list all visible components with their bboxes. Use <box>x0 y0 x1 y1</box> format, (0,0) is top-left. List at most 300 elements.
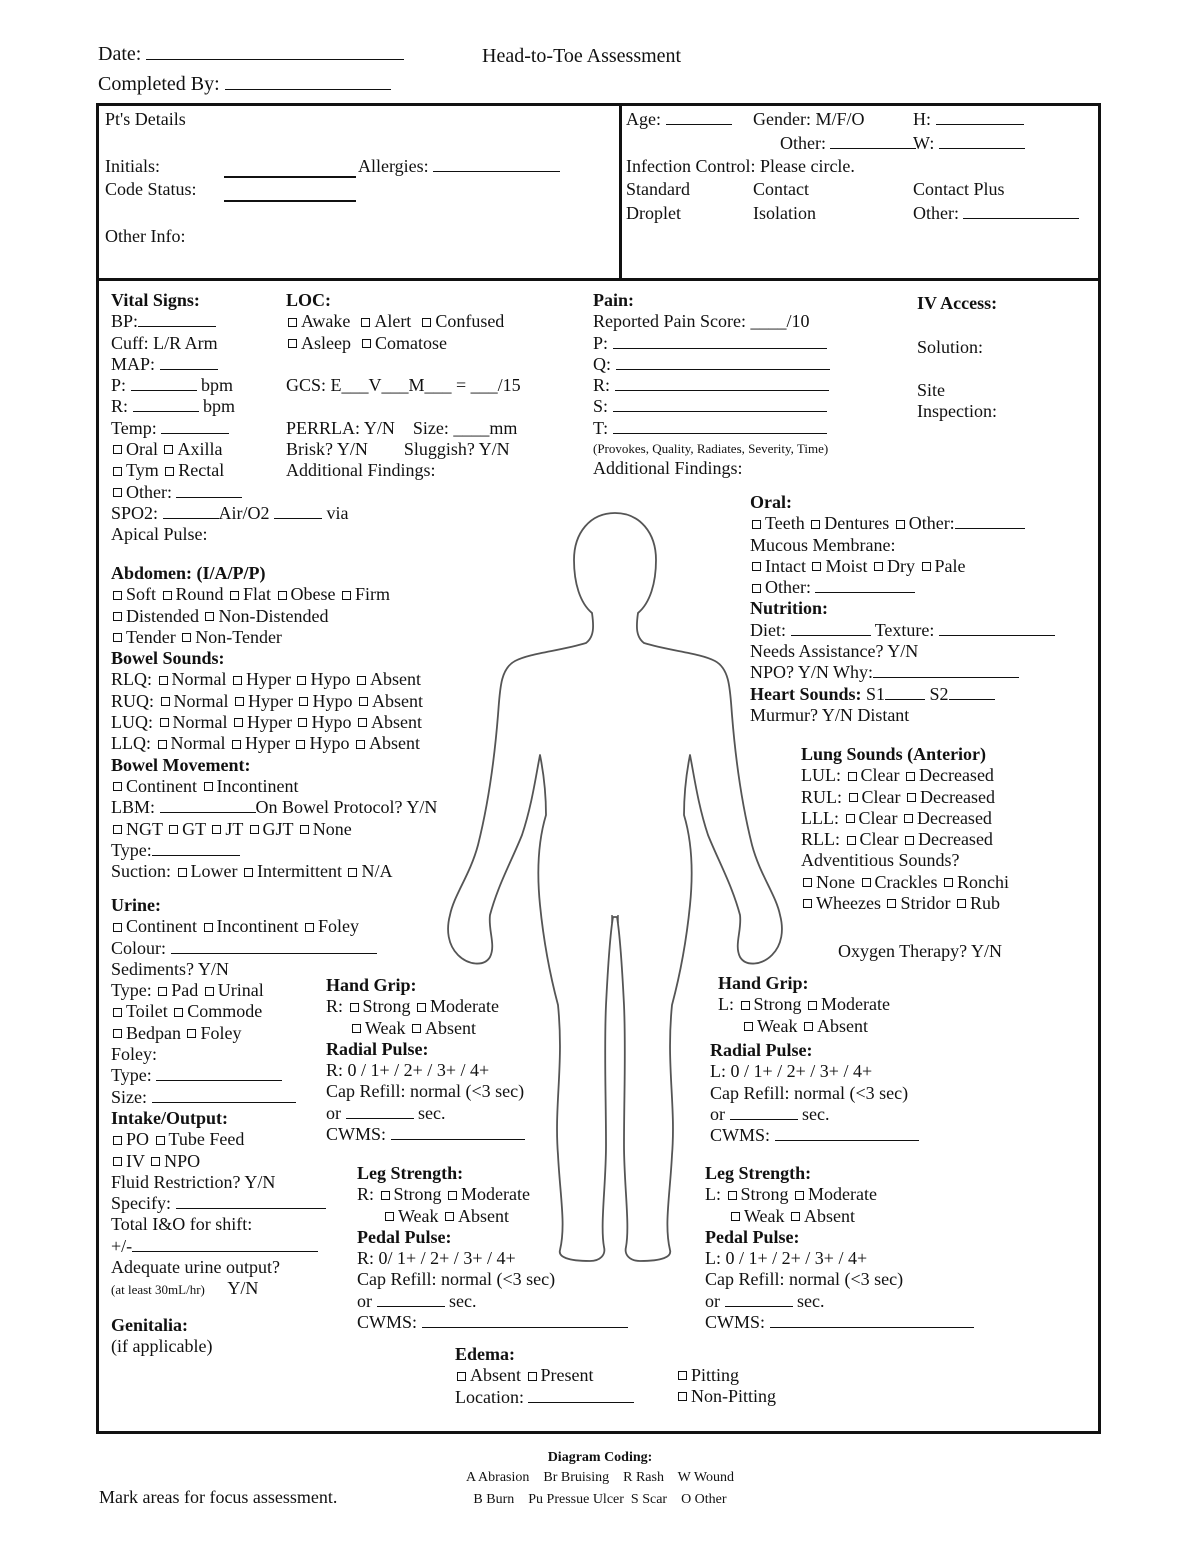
right-leg-cap-refill[interactable]: Cap Refill: normal (<3 sec) <box>357 1269 556 1290</box>
tube-type-line[interactable] <box>152 854 240 856</box>
specify-label: Specify: <box>111 1193 171 1214</box>
l-leg-absent-checkbox[interactable] <box>791 1212 800 1221</box>
lung-row-lll: LLL: Clear Decreased <box>801 807 992 828</box>
pad-checkbox[interactable] <box>158 987 167 996</box>
teeth-checkbox[interactable] <box>752 520 761 529</box>
right-pedal-scale[interactable]: R: 0/ 1+ / 2+ / 3+ / 4+ <box>357 1248 516 1269</box>
via-label: via <box>326 502 349 523</box>
lbm-line[interactable] <box>160 811 256 813</box>
temp-other-line[interactable] <box>176 496 242 498</box>
pulse-line[interactable] <box>131 389 197 391</box>
lung-row-rul: RUL: Clear Decreased <box>801 786 995 807</box>
diet-label: Diet: <box>750 619 786 640</box>
l-leg-moderate-checkbox[interactable] <box>795 1191 804 1200</box>
awake-label: Awake <box>301 311 351 332</box>
pupil-size-field[interactable]: Size: ____mm <box>412 417 518 438</box>
diagram-coding-title: Diagram Coding: <box>547 1450 653 1465</box>
lul-clear-checkbox[interactable] <box>848 772 857 781</box>
luq-hyper-checkbox[interactable] <box>234 718 243 727</box>
ruq-hyper-checkbox[interactable] <box>235 697 244 706</box>
comatose-checkbox[interactable] <box>362 339 371 348</box>
iv-inspection-label: Inspection: <box>917 401 997 421</box>
adequate-yn-field[interactable]: Y/N <box>227 1278 259 1299</box>
bowel-row-rlq: RLQ: Normal Hyper Hypo Absent <box>111 669 421 690</box>
asleep-checkbox[interactable] <box>288 339 297 348</box>
right-leg-strength-title: Leg Strength: <box>357 1163 464 1183</box>
rub-checkbox[interactable] <box>957 899 966 908</box>
iv-site-label: Site <box>917 380 946 400</box>
suction-na-checkbox[interactable] <box>348 868 357 877</box>
r-leg-weak-checkbox[interactable] <box>385 1212 394 1221</box>
non-distended-checkbox[interactable] <box>205 612 214 621</box>
left-pedal-title: Pedal Pulse: <box>705 1226 800 1247</box>
gcs-field[interactable]: GCS: E___V___M___ = ___/15 <box>286 375 521 396</box>
foley-size-label: Size: <box>111 1086 147 1107</box>
lung-row-lul: LUL: Clear Decreased <box>801 765 994 786</box>
gender-label: Gender: M/F/O <box>753 109 865 129</box>
infection-control-label: Infection Control: Please circle. <box>626 156 855 176</box>
flat-checkbox[interactable] <box>230 591 239 600</box>
lung-row-rll: RLL: Clear Decreased <box>801 829 993 850</box>
pqrst-legend: (Provokes, Quality, Radiates, Severity, Time) <box>593 441 829 457</box>
edema-location-label: Location: <box>455 1386 524 1407</box>
distended-checkbox[interactable] <box>113 612 122 621</box>
bowel-row-llq: LLQ: Normal Hyper Hypo Absent <box>111 733 420 754</box>
axilla-label: Axilla <box>177 439 223 460</box>
rlq-normal-checkbox[interactable] <box>159 676 168 685</box>
po-checkbox[interactable] <box>113 1136 122 1145</box>
body-outline-diagram[interactable] <box>440 505 790 1265</box>
infection-other-label: Other: <box>913 203 1079 224</box>
mucous-other-line[interactable] <box>815 591 915 593</box>
intact-checkbox[interactable] <box>752 562 761 571</box>
llq-hyper-checkbox[interactable] <box>232 740 241 749</box>
pain-t-line[interactable] <box>613 432 827 434</box>
tube-none-checkbox[interactable] <box>300 825 309 834</box>
right-leg-cap-sec-line[interactable] <box>377 1305 445 1307</box>
confused-label: Confused <box>435 311 505 332</box>
right-hand-section: Hand Grip: R: Strong Moderate Weak Absent Radial Pulse: R: 0 / 1+ / 2+ / 3+ / 4+ Cap Refill: normal (<3 sec) or sec. CWMS: <box>326 975 525 1145</box>
dry-checkbox[interactable] <box>874 562 883 571</box>
pain-s-label: S: <box>593 396 609 417</box>
age-line[interactable] <box>666 123 732 125</box>
ruq-hypo-checkbox[interactable] <box>299 697 308 706</box>
genitalia-title: Genitalia: <box>111 1315 188 1335</box>
wheezes-checkbox[interactable] <box>803 899 812 908</box>
right-leg-cwms-line[interactable] <box>422 1326 628 1328</box>
nutrition-title: Nutrition: <box>750 598 828 619</box>
rlq-hyper-checkbox[interactable] <box>233 676 242 685</box>
gjt-checkbox[interactable] <box>250 825 259 834</box>
resp-line[interactable] <box>133 410 199 412</box>
bowel-row-ruq: RUQ: Normal Hyper Hypo Absent <box>111 690 423 711</box>
foley2-checkbox[interactable] <box>187 1029 196 1038</box>
gt-checkbox[interactable] <box>169 825 178 834</box>
r-grip-moderate-checkbox[interactable] <box>417 1003 426 1012</box>
left-cap-sec-line[interactable] <box>730 1118 798 1120</box>
pain-q-label: Q: <box>593 353 611 374</box>
pulse-label: P: <box>111 375 127 396</box>
left-leg-section: Leg Strength: L: Strong Moderate Weak Absent Pedal Pulse: L: 0 / 1+ / 2+ / 3+ / 4+ Cap Refill: normal (<3 sec) or sec. CWMS: <box>705 1163 974 1333</box>
l-grip-moderate-checkbox[interactable] <box>808 1001 817 1010</box>
lll-clear-checkbox[interactable] <box>846 814 855 823</box>
edema-location-line[interactable] <box>528 1401 634 1403</box>
obese-label: Obese <box>290 584 336 605</box>
pain-r-label: R: <box>593 375 611 396</box>
pale-checkbox[interactable] <box>922 562 931 571</box>
right-leg-section: Leg Strength: R: Strong Moderate Weak Absent Pedal Pulse: R: 0/ 1+ / 2+ / 3+ / 4+ Cap Refill: normal (<3 sec) or sec. CWMS: <box>357 1163 628 1333</box>
resp-label: R: <box>111 396 129 417</box>
s2-line[interactable] <box>949 698 995 700</box>
bm-incontinent-checkbox[interactable] <box>204 782 213 791</box>
oxygen-therapy-field[interactable]: Oxygen Therapy? Y/N <box>838 941 1002 961</box>
rectal-checkbox[interactable] <box>165 467 174 476</box>
bowel-movement-title: Bowel Movement: <box>111 754 251 775</box>
non-pitting-checkbox[interactable] <box>678 1392 687 1401</box>
diagram-coding-line1: A Abrasion Br Bruising R Rash W Wound <box>465 1470 734 1485</box>
spo2-label: SPO2: <box>111 502 159 523</box>
pain-p-label: P: <box>593 332 609 353</box>
luq-hypo-checkbox[interactable] <box>298 718 307 727</box>
colour-line[interactable] <box>171 952 377 954</box>
adventitious-label: Adventitious Sounds? <box>801 850 960 871</box>
apical-pulse-label: Apical Pulse: <box>111 524 208 545</box>
l-leg-weak-checkbox[interactable] <box>731 1212 740 1221</box>
adv-none-checkbox[interactable] <box>803 878 812 887</box>
left-hand-cwms-label: CWMS: <box>710 1125 771 1146</box>
left-pedal-scale[interactable]: L: 0 / 1+ / 2+ / 3+ / 4+ <box>705 1248 868 1269</box>
abdomen-title: Abdomen: (I/A/P/P) <box>111 563 266 583</box>
mucous-other-checkbox[interactable] <box>752 584 761 593</box>
left-leg-cwms-label: CWMS: <box>705 1312 766 1333</box>
npo-why-line[interactable] <box>873 676 1019 678</box>
l-grip-absent-checkbox[interactable] <box>804 1022 813 1031</box>
distended-label: Distended <box>126 605 199 626</box>
left-leg-cap-refill[interactable]: Cap Refill: normal (<3 sec) <box>705 1269 904 1290</box>
gender-other-label: Other: <box>780 133 916 154</box>
l-leg-strong-checkbox[interactable] <box>728 1191 737 1200</box>
l-grip-weak-checkbox[interactable] <box>744 1022 753 1031</box>
weight-line[interactable] <box>939 147 1025 149</box>
pain-r-line[interactable] <box>615 389 829 391</box>
left-leg-cap-sec-line[interactable] <box>725 1305 793 1307</box>
sediments-field[interactable]: Sediments? Y/N <box>111 958 229 979</box>
air-o2-line[interactable] <box>274 517 322 519</box>
sluggish-field[interactable]: Sluggish? Y/N <box>403 439 510 460</box>
luq-absent-checkbox[interactable] <box>358 718 367 727</box>
brisk-field[interactable]: Brisk? Y/N <box>286 439 368 460</box>
gender-other-line[interactable] <box>830 147 916 149</box>
loc-section <box>286 290 521 482</box>
rlq-hypo-checkbox[interactable] <box>297 676 306 685</box>
loc-title: LOC: <box>286 290 331 310</box>
suction-intermittent-checkbox[interactable] <box>244 868 253 877</box>
moist-checkbox[interactable] <box>812 562 821 571</box>
urine-section: Urine: Continent Incontinent Foley Colour: Sediments? Y/N Type: Pad Urinal Toilet Commode Bedpan Foley Foley: Type: Size: Intake/Output: PO Tube Feed IV NPO Fluid Restriction? Y/N Specify: Total I&O for shift: +/- Adequate urine output? (at least 30mL/hr) Y/N <box>111 895 377 1300</box>
npo-checkbox[interactable] <box>151 1157 160 1166</box>
left-leg-cwms-line[interactable] <box>770 1326 974 1328</box>
l-grip-strong-checkbox[interactable] <box>741 1001 750 1010</box>
urine-title: Urine: <box>111 895 161 915</box>
tym-label: Tym <box>126 460 159 481</box>
contact-option[interactable]: Contact <box>753 179 809 199</box>
oral-checkbox[interactable] <box>113 445 122 454</box>
non-distended-label: Non-Distended <box>218 605 329 626</box>
weight-label: W: <box>913 133 1025 154</box>
pain-title: Pain: <box>593 290 635 310</box>
lung-sounds-section: Lung Sounds (Anterior) LUL: Clear Decreased RUL: Clear Decreased LLL: Clear Decreased RLL: Clear Decreased Adventitious Sounds? None Crackles Ronchi Wheezes Stridor Rub <box>801 744 1009 914</box>
completed-by-line[interactable] <box>225 88 391 90</box>
oral-other-checkbox[interactable] <box>896 520 905 529</box>
bp-label: BP: <box>111 311 139 332</box>
date-label: Date: <box>98 44 404 65</box>
tym-checkbox[interactable] <box>113 467 122 476</box>
crackles-checkbox[interactable] <box>862 878 871 887</box>
awake-checkbox[interactable] <box>288 318 297 327</box>
lbm-label: LBM: <box>111 797 156 818</box>
urine-incontinent-checkbox[interactable] <box>204 923 213 932</box>
alert-checkbox[interactable] <box>361 318 370 327</box>
non-pitting-option: Non-Pitting <box>676 1386 776 1407</box>
luq-normal-checkbox[interactable] <box>160 718 169 727</box>
tube-type-label: Type: <box>111 839 152 860</box>
tender-label: Tender <box>126 626 176 647</box>
rll-decreased-checkbox[interactable] <box>905 836 914 845</box>
edema-section: Edema: Absent Present Location: <box>455 1344 634 1408</box>
right-hand-grip-title: Hand Grip: <box>326 975 417 995</box>
right-cap-sec-line[interactable] <box>346 1117 414 1119</box>
rll-clear-checkbox[interactable] <box>847 836 856 845</box>
left-hand-grip-title: Hand Grip: <box>718 973 809 993</box>
left-radial-scale[interactable]: L: 0 / 1+ / 2+ / 3+ / 4+ <box>710 1061 873 1082</box>
patient-box-divider <box>619 105 622 279</box>
axilla-checkbox[interactable] <box>164 445 173 454</box>
edema-absent-checkbox[interactable] <box>457 1372 466 1381</box>
initials-line[interactable] <box>224 176 356 178</box>
initials-label: Initials: <box>105 156 160 176</box>
soft-label: Soft <box>126 584 157 605</box>
commode-checkbox[interactable] <box>174 1008 183 1017</box>
lul-decreased-checkbox[interactable] <box>906 772 915 781</box>
isolation-option[interactable]: Isolation <box>753 203 816 223</box>
pt-details-label: Pt's Details <box>105 109 186 129</box>
pain-s-line[interactable] <box>613 410 827 412</box>
rectal-label: Rectal <box>178 460 225 481</box>
rlq-absent-checkbox[interactable] <box>357 676 366 685</box>
map-label: MAP: <box>111 353 156 374</box>
date-line[interactable] <box>146 58 404 60</box>
foley-type-label: Type: <box>111 1065 152 1086</box>
toilet-checkbox[interactable] <box>113 1008 122 1017</box>
mucous-membrane-label: Mucous Membrane: <box>750 534 896 555</box>
bm-continent-checkbox[interactable] <box>113 782 122 791</box>
completed-by-label: Completed By: <box>98 74 391 95</box>
allergies-line[interactable] <box>433 170 560 172</box>
firm-checkbox[interactable] <box>342 591 351 600</box>
llq-absent-checkbox[interactable] <box>356 740 365 749</box>
pulse-unit: bpm <box>201 375 234 396</box>
suction-lower-checkbox[interactable] <box>178 868 187 877</box>
code-status-line[interactable] <box>224 200 356 202</box>
at-least-note: (at least 30mL/hr) <box>111 1282 205 1298</box>
heart-sounds-title: Heart Sounds: <box>750 683 862 704</box>
llq-hypo-checkbox[interactable] <box>296 740 305 749</box>
flat-label: Flat <box>243 584 272 605</box>
intake-output-title: Intake/Output: <box>111 1107 229 1128</box>
rul-decreased-checkbox[interactable] <box>907 793 916 802</box>
total-io-label: Total I&O for shift: <box>111 1214 253 1235</box>
left-hand-section: Hand Grip: L: Strong Moderate Weak Absent <box>718 973 890 1036</box>
r-grip-strong-checkbox[interactable] <box>350 1003 359 1012</box>
confused-checkbox[interactable] <box>422 318 431 327</box>
height-line[interactable] <box>936 123 1024 125</box>
oral-other-line[interactable] <box>955 527 1025 529</box>
map-line[interactable] <box>160 368 218 370</box>
stridor-checkbox[interactable] <box>887 899 896 908</box>
bp-line[interactable] <box>138 325 216 327</box>
pitting-checkbox[interactable] <box>678 1371 687 1380</box>
temp-label: Temp: <box>111 417 157 438</box>
texture-label: Texture: <box>874 619 935 640</box>
edema-present-checkbox[interactable] <box>528 1372 537 1381</box>
obese-checkbox[interactable] <box>278 591 287 600</box>
air-o2-label: Air/O2 <box>218 502 270 523</box>
infection-other-line[interactable] <box>963 217 1079 219</box>
right-hand-cwms-line[interactable] <box>391 1138 525 1140</box>
ronchi-checkbox[interactable] <box>944 878 953 887</box>
droplet-option[interactable]: Droplet <box>626 203 681 223</box>
pain-score-field[interactable]: Reported Pain Score: ____/10 <box>593 311 810 332</box>
vital-signs-title: Vital Signs: <box>111 290 200 310</box>
spo2-line[interactable] <box>163 517 219 519</box>
suction-label: Suction: <box>111 861 172 882</box>
foley-label: Foley: <box>111 1044 158 1065</box>
height-label: H: <box>913 109 1024 130</box>
right-cap-refill[interactable]: Cap Refill: normal (<3 sec) <box>326 1081 525 1102</box>
perrla-field[interactable]: PERRLA: Y/N <box>286 417 395 438</box>
urine-foley-checkbox[interactable] <box>305 923 314 932</box>
llq-normal-checkbox[interactable] <box>158 740 167 749</box>
lung-sounds-title: Lung Sounds (Anterior) <box>801 744 987 764</box>
jt-checkbox[interactable] <box>212 825 221 834</box>
pain-p-line[interactable] <box>613 347 827 349</box>
genitalia-applicable: (if applicable) <box>111 1336 213 1356</box>
plus-minus-line[interactable] <box>132 1250 318 1252</box>
pain-section <box>593 290 830 479</box>
r-grip-weak-checkbox[interactable] <box>352 1024 361 1033</box>
mark-areas-note: Mark areas for focus assessment. <box>99 1487 338 1507</box>
firm-label: Firm <box>355 584 391 605</box>
specify-line[interactable] <box>176 1207 326 1209</box>
urine-type-label: Type: <box>111 980 152 1001</box>
iv-checkbox[interactable] <box>113 1157 122 1166</box>
right-hand-cwms-label: CWMS: <box>326 1124 387 1145</box>
ruq-absent-checkbox[interactable] <box>359 697 368 706</box>
asleep-label: Asleep <box>301 332 351 353</box>
s1-line[interactable] <box>885 698 925 700</box>
bedpan-checkbox[interactable] <box>113 1029 122 1038</box>
texture-line[interactable] <box>939 634 1055 636</box>
npo-why-label: NPO? Y/N Why: <box>750 662 873 683</box>
colour-label: Colour: <box>111 937 167 958</box>
right-leg-cwms-label: CWMS: <box>357 1312 418 1333</box>
bowel-protocol-field[interactable]: On Bowel Protocol? Y/N <box>255 797 438 818</box>
foley-size-line[interactable] <box>152 1101 296 1103</box>
lll-decreased-checkbox[interactable] <box>904 814 913 823</box>
alert-label: Alert <box>374 311 412 332</box>
left-radial-title: Radial Pulse: <box>710 1040 813 1060</box>
contact-plus-option[interactable]: Contact Plus <box>913 179 1005 199</box>
non-tender-label: Non-Tender <box>195 626 282 647</box>
diagram-coding-line2: B Burn Pu Pressue Ulcer S Scar O Other <box>473 1492 727 1507</box>
right-radial-title: Radial Pulse: <box>326 1038 429 1059</box>
iv-solution-label: Solution: <box>917 337 984 357</box>
age-label: Age: <box>626 109 732 130</box>
bowel-sounds-title: Bowel Sounds: <box>111 648 225 669</box>
form-title: Head-to-Toe Assessment <box>482 45 682 67</box>
pain-t-label: T: <box>593 417 609 438</box>
left-hand-cwms-line[interactable] <box>775 1139 919 1141</box>
needs-assistance-field[interactable]: Needs Assistance? Y/N <box>750 641 919 662</box>
allergies-label: Allergies: <box>358 156 560 177</box>
fluid-restriction-field[interactable]: Fluid Restriction? Y/N <box>111 1171 276 1192</box>
left-leg-strength-title: Leg Strength: <box>705 1163 812 1183</box>
r-grip-absent-checkbox[interactable] <box>412 1024 421 1033</box>
ruq-normal-checkbox[interactable] <box>161 697 170 706</box>
r-leg-strong-checkbox[interactable] <box>381 1191 390 1200</box>
oral-title: Oral: <box>750 492 792 512</box>
standard-option[interactable]: Standard <box>626 179 690 199</box>
iv-access-title: IV Access: <box>917 293 998 313</box>
temp-line[interactable] <box>161 432 229 434</box>
urine-continent-checkbox[interactable] <box>113 923 122 932</box>
r-leg-moderate-checkbox[interactable] <box>448 1191 457 1200</box>
soft-checkbox[interactable] <box>113 591 122 600</box>
murmur-field[interactable]: Murmur? Y/N Distant <box>750 704 910 725</box>
comatose-label: Comatose <box>374 332 447 353</box>
round-checkbox[interactable] <box>163 591 172 600</box>
resp-unit: bpm <box>203 396 236 417</box>
diet-line[interactable] <box>791 634 871 636</box>
pain-q-line[interactable] <box>616 368 830 370</box>
edema-title: Edema: <box>455 1344 515 1364</box>
dentures-checkbox[interactable] <box>811 520 820 529</box>
oral-label: Oral <box>126 439 158 460</box>
foley-type-line[interactable] <box>156 1079 282 1081</box>
oral-nutrition-section: Oral: Teeth Dentures Other: Mucous Membrane: Intact Moist Dry Pale Other: Nutrition: Diet: Texture: Needs Assistance? Y/N NPO? Y/N Why: Heart Sounds: S1 S2 Murmur? Y/N Distant <box>750 492 1055 726</box>
ngt-checkbox[interactable] <box>113 825 122 834</box>
cuff-label: Cuff: L/R Arm <box>111 332 218 353</box>
abdomen-section: Abdomen: (I/A/P/P) Soft Round Flat Obese Firm Distended Non-Distended Tender Non-Tender Bowel Sounds: RLQ: Normal Hyper Hypo Absent RUQ: Normal Hyper Hypo Absent LUQ: Normal Hyper Hypo Absent LLQ: Normal Hyper Hypo Absent Bowel Movement: Continent Incontinent LBM: On Bowel Protocol? Y/N NGT GT JT GJT None Type: Suction: Lower Intermittent N/A <box>111 563 438 882</box>
left-cap-refill[interactable]: Cap Refill: normal (<3 sec) <box>710 1082 909 1103</box>
non-tender-checkbox[interactable] <box>182 633 191 642</box>
urinal-checkbox[interactable] <box>205 987 214 996</box>
code-status-label: Code Status: <box>105 179 197 199</box>
tube-feed-checkbox[interactable] <box>156 1136 165 1145</box>
rul-clear-checkbox[interactable] <box>849 793 858 802</box>
temp-other-label: Other: <box>126 481 172 502</box>
round-label: Round <box>175 584 224 605</box>
other-info-label: Other Info: <box>105 226 186 246</box>
pain-additional-label: Additional Findings: <box>593 458 743 479</box>
bowel-row-luq: LUQ: Normal Hyper Hypo Absent <box>111 712 422 733</box>
right-radial-scale[interactable]: R: 0 / 1+ / 2+ / 3+ / 4+ <box>326 1060 490 1081</box>
temp-other-checkbox[interactable] <box>113 488 122 497</box>
loc-additional-label: Additional Findings: <box>286 460 436 481</box>
adequate-output-label: Adequate urine output? <box>111 1257 280 1278</box>
r-leg-absent-checkbox[interactable] <box>445 1212 454 1221</box>
tender-checkbox[interactable] <box>113 633 122 642</box>
